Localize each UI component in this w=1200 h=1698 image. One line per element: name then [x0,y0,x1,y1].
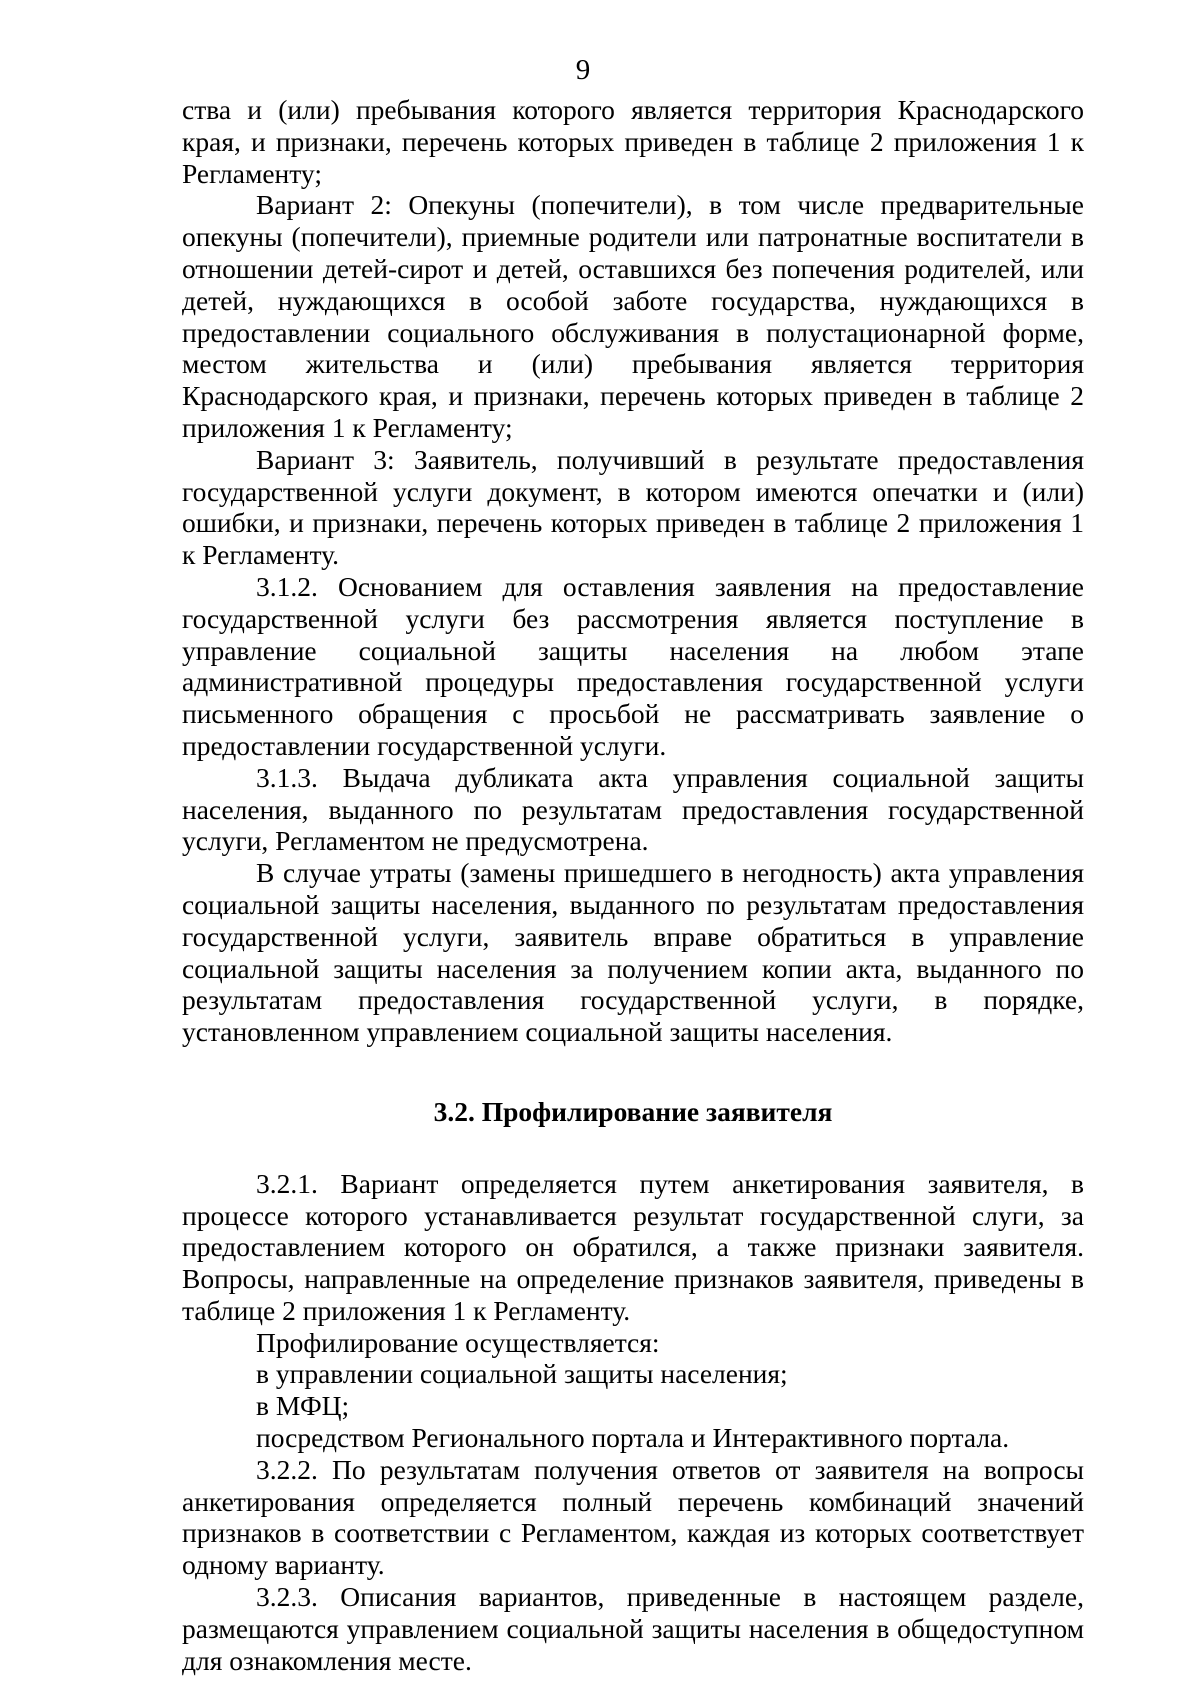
list-item: в МФЦ; [256,1390,350,1422]
page-number: 9 [575,54,591,86]
paragraph-loss-case: В случае утраты (замены пришедшего в негодность) акта управления социальной защиты населения, выданного по результатам предоставления государственной услуги, заявитель вправе обратиться в управление социальной защиты населения за получением копии акта, выданного по результатам предоставления государственной услуги, в порядке, установленном управлением социальной защиты населения. [182,857,1084,1048]
paragraph-3-1-3: 3.1.3. Выдача дубликата акта управления социальной защиты населения, выданного по результатам предоставления государственной услуги, Регламентом не предусмотрена. [182,761,1084,857]
paragraph-3-2-1: 3.2.1. Вариант определяется путем анкетирования заявителя, в процессе которого устанавливается результат государственной слуги, за предоставлением которого он обратился, а также признаки заявителя. Вопросы, направленные на определение признаков заявителя, приведены в таблице 2 приложения 1 к Регламенту. [182,1167,1084,1326]
paragraph-continued: ства и (или) пребывания которого является территория Краснодарского края, и признаки, перечень которых приведен в таблице 2 приложения 1 к Регламенту; [182,94,1084,189]
paragraph-variant-3: Вариант 3: Заявитель, получивший в результате предоставления государственной услуги документ, в котором имеются опечатки и (или) ошибки, и признаки, перечень которых приведен в таблице 2 приложения 1 к Регламенту. [182,443,1084,571]
list-intro: Профилирование осуществляется: [256,1326,660,1358]
paragraph-3-1-2: 3.1.2. Основанием для оставления заявления на предоставление государственной услуги без рассмотрения является поступление в управление социальной защиты населения на любом этапе административной процедуры предоставления государственной услуги письменного обращения с просьбой не рассматривать заявление о предоставлении государственной услуги. [182,570,1084,761]
paragraph-3-2-3: 3.2.3. Описания вариантов, приведенные в настоящем разделе, размещаются управлением социальной защиты населения в общедоступном для ознакомления месте. [182,1581,1084,1676]
list-item: посредством Регионального портала и Интерактивного портала. [256,1422,1010,1454]
section-3-2-body [182,1168,1084,1677]
section-3-1-continuation [182,94,1084,1048]
paragraph-3-2-2: 3.2.2. По результатам получения ответов от заявителя на вопросы анкетирования определяется полный перечень комбинаций значений признаков в соответствии с Регламентом, каждая из которых соответствует одному варианту. [182,1453,1084,1581]
section-heading-3-2: 3.2. Профилирование заявителя [433,1095,833,1127]
list-item: в управлении социальной защиты населения; [256,1358,788,1390]
paragraph-variant-2: Вариант 2: Опекуны (попечители), в том числе предварительные опекуны (попечители), приемные родители или патронатные воспитатели в отношении детей-сирот и детей, оставшихся без попечения родителей, или детей, нуждающихся в особой заботе государства, нуждающихся в предоставлении социального обслуживания в полустационарной форме, местом жительства и (или) пребывания является территория Краснодарского края, и признаки, перечень которых приведен в таблице 2 приложения 1 к Регламенту; [182,189,1084,443]
